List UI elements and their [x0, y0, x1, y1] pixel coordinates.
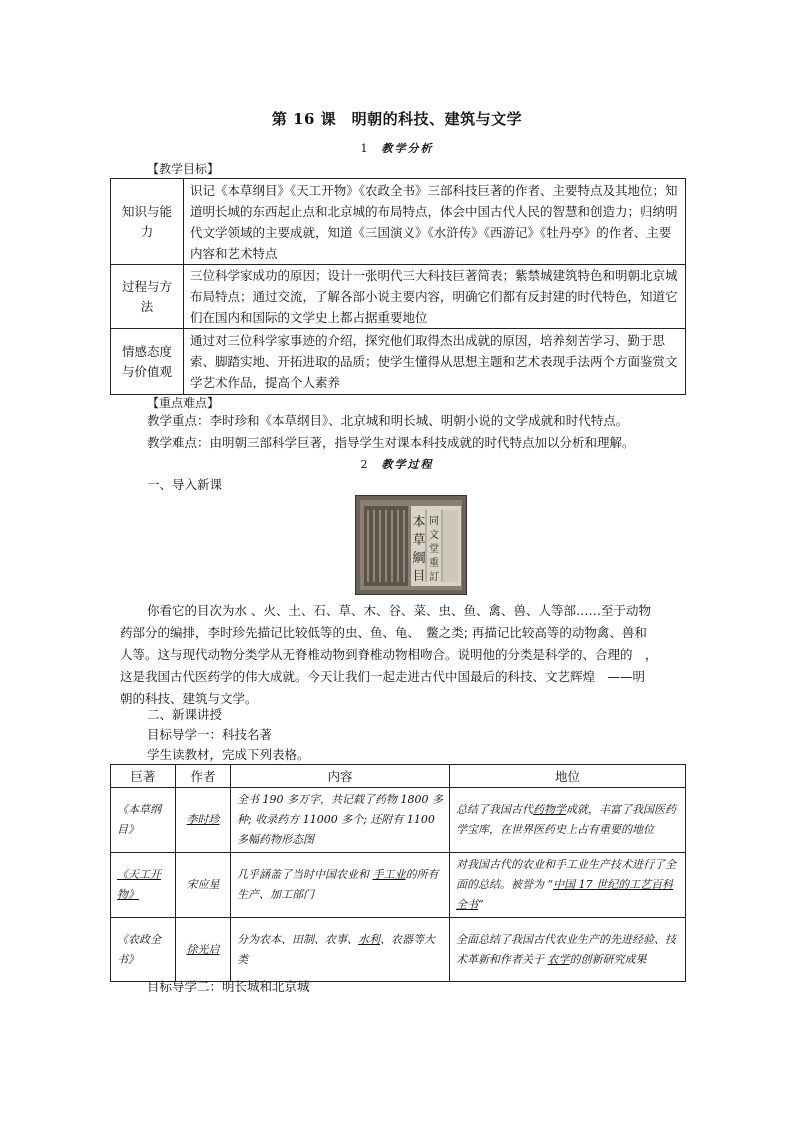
section-number: 1	[360, 142, 368, 155]
guide2-heading: 目标导学二：明长城和北京城	[147, 979, 310, 994]
table-row	[111, 179, 686, 265]
column-header: 内容	[231, 765, 450, 788]
table-row	[111, 788, 686, 853]
goal-key: 过程与方法	[111, 265, 184, 329]
content-cell	[231, 918, 450, 982]
goal-text: 三位科学家成功的原因；设计一张明代三大科技巨著简表；紫禁城建筑特色和明朝北京城布局特点；通过交流，了解各部小说主要内容，明确它们都有反封建的时代特色，知道它们在国内和国际的文学史上都占据重要地位	[184, 265, 686, 329]
status-underlined: 中国 17 世纪的工艺百科全书	[456, 878, 674, 911]
goals-label: 【教学目标】	[147, 162, 220, 176]
content-text: 、农器等大类	[237, 932, 435, 966]
status-text: ”	[478, 898, 484, 911]
table-row	[111, 265, 686, 329]
content-text: 的所有生产、加工部门	[237, 868, 439, 901]
content-cell	[231, 853, 450, 918]
paragraph-line: 药部分的编排，李时珍先描记比较低等的虫、鱼、龟、 鳖之类; 再描记比较高等的动物禽、兽和	[120, 625, 647, 640]
cover-char: 草	[412, 533, 426, 548]
section-number: 2	[360, 458, 368, 471]
cover-char: 文	[429, 530, 439, 541]
content-underlined: 水利	[358, 932, 380, 946]
author-name: 徐光启	[186, 942, 220, 956]
table-row	[111, 918, 686, 982]
section-title: 教学过程	[381, 458, 434, 471]
key-point-text: 教学重点：李时珍和《本草纲目》、北京城和明长城、明朝小说的文学成就和时代特点。	[147, 413, 629, 428]
author-cell	[176, 788, 231, 853]
lesson-title: 第 16 课 明朝的科技、建筑与文学	[271, 110, 523, 128]
status-text: 全面总结了我国古代农业生产的先进经验、技术革新和作者关于	[456, 932, 676, 966]
book-cover-illustration	[356, 496, 466, 594]
key-points-label: 【重点难点】	[147, 396, 220, 410]
status-text: 总结了我国古代	[456, 803, 533, 816]
book-name: 《农政全书》	[111, 918, 176, 982]
book-name: 《天工开物》	[111, 853, 176, 918]
hard-point-text: 教学难点：由明朝三部科学巨著，指导学生对课本科技成就的时代特点加以分析和理解。	[147, 435, 635, 450]
column-header: 作者	[176, 765, 231, 788]
status-cell	[450, 788, 686, 853]
teaching-goals-table	[110, 178, 686, 395]
table-header-row	[111, 765, 686, 788]
status-text: 的创新研究成果	[569, 952, 647, 966]
status-underlined: 药物学	[533, 803, 566, 816]
intro-heading: 一、导入新课	[147, 477, 223, 492]
new-lesson-heading: 二、新课讲授	[147, 707, 223, 722]
content-text: 全书 190 多万字，共记载了药物 1800 多种; 收录药方 11000 多个; 还附有 1100 多幅药物形态图	[231, 788, 450, 853]
guide1-instruction: 学生读教材，完成下列表格。	[147, 747, 310, 762]
column-header: 地位	[450, 765, 686, 788]
cover-char: 綱	[412, 551, 426, 566]
section-heading-process	[0, 456, 794, 472]
section-heading-analysis	[0, 140, 794, 156]
goal-key: 情感态度与价值观	[111, 329, 184, 395]
status-underlined: 农学	[547, 952, 570, 966]
content-text: 分为农本、田制、农事、	[237, 932, 358, 946]
science-books-table	[110, 764, 686, 982]
section-title: 教学分析	[381, 142, 434, 155]
paragraph-line: 这是我国古代医药学的伟大成就。今天让我们一起走进古代中国最后的科技、文艺辉煌 ——明	[120, 669, 646, 684]
author-cell	[176, 918, 231, 982]
cover-char: 同	[429, 516, 439, 527]
cover-char: 目	[412, 569, 426, 584]
status-cell	[450, 853, 686, 918]
author-name: 宋应星	[176, 853, 231, 918]
paragraph-line: 朝的科技、建筑与文学。	[120, 691, 258, 706]
content-text: 几乎涵盖了当时中国农业和	[237, 868, 373, 881]
status-cell	[450, 918, 686, 982]
cover-char: 堂	[429, 544, 439, 555]
paragraph-line: 人等。这与现代动物分类学从无脊椎动物到脊椎动物相吻合。说明他的分类是科学的、合理的 ，	[120, 647, 658, 662]
goal-key: 知识与能力	[111, 179, 184, 265]
column-header: 巨著	[111, 765, 176, 788]
cover-char: 本	[412, 515, 426, 530]
guide1-heading: 目标导学一：科技名著	[147, 727, 273, 742]
status-text: 对我国古代的农业和手工业生产技术进行了全面的总结。被誉为 “	[456, 858, 676, 891]
author-name: 李时珍	[186, 813, 220, 826]
status-text: 成就，丰富了我国医药学宝库，在世界医药史上占有重要的地位	[456, 803, 676, 836]
goal-text: 通过对三位科学家事迹的介绍，探究他们取得杰出成就的原因，培养刻苦学习、勤于思索、脚踏实地、开拓进取的品质；使学生懂得从思想主题和艺术表现手法两个方面鉴赏文学艺术作品，提高个人素养	[184, 329, 686, 395]
goal-text: 识记《本草纲目》《天工开物》《农政全书》三部科技巨著的作者、主要特点及其地位；知道明长城的东西起止点和北京城的布局特点，体会中国古代人民的智慧和创造力；归纳明代文学领域的主要成就，知道《三国演义》《水浒传》《西游记》《牡丹亭》的作者、主要内容和艺术特点	[184, 179, 686, 265]
bencao-gangmu-cover-image	[355, 495, 467, 595]
paragraph-line: 你看它的目次为水 、火、土、石、草、木、谷、菜、虫、鱼、禽、兽、人等部……至于动物	[147, 603, 651, 618]
cover-char: 訂	[429, 572, 439, 583]
cover-char: 重	[429, 558, 439, 569]
content-underlined: 手工业	[372, 868, 406, 881]
book-name: 《本草纲目》	[111, 788, 176, 853]
table-row	[111, 329, 686, 395]
table-row	[111, 853, 686, 918]
